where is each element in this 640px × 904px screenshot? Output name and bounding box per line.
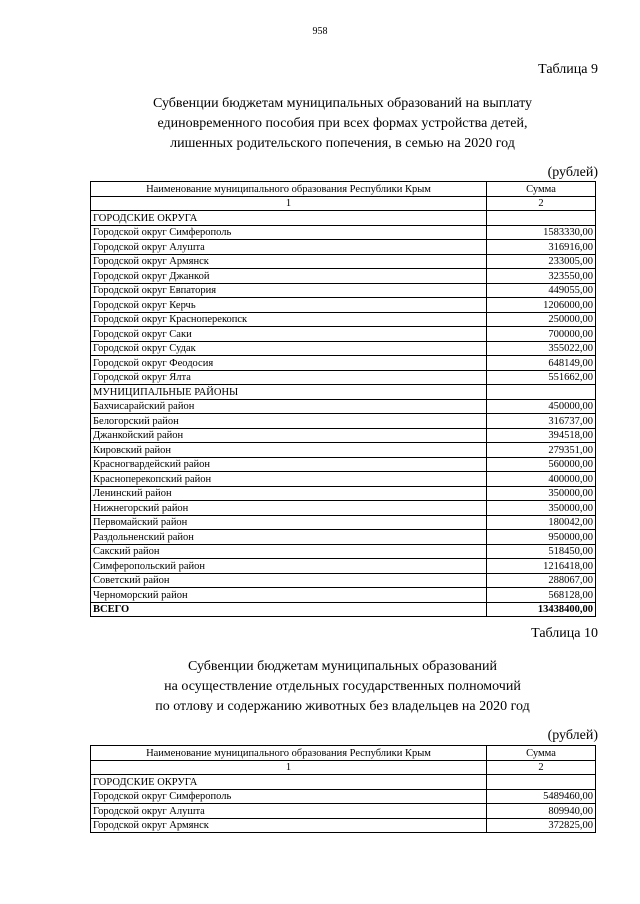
table-10-title-line: Субвенции бюджетам муниципальных образований — [187, 659, 498, 674]
row-value-cell: 648149,00 — [487, 356, 596, 371]
row-name-cell: Советский район — [91, 573, 487, 588]
header-sum-cell: Сумма — [487, 746, 596, 761]
header-name-cell: Наименование муниципального образования Республики Крым — [91, 182, 487, 197]
table-10-title — [90, 657, 595, 717]
table-row — [91, 428, 596, 443]
row-name-cell: Нижнегорский район — [91, 501, 487, 516]
row-value-cell: 250000,00 — [487, 312, 596, 327]
row-value-cell: 551662,00 — [487, 370, 596, 385]
row-name-cell: Городской округ Керчь — [91, 298, 487, 313]
column-number-row — [91, 196, 596, 211]
table-10-title-line: по отлову и содержанию животных без владельцев на 2020 год — [155, 699, 530, 714]
row-name-cell: ГОРОДСКИЕ ОКРУГА — [91, 211, 487, 226]
table-row — [91, 225, 596, 240]
column-number-2: 2 — [487, 760, 596, 775]
row-value-cell: 5489460,00 — [487, 789, 596, 804]
row-value-cell: 400000,00 — [487, 472, 596, 487]
row-value-cell: 450000,00 — [487, 399, 596, 414]
total-label-cell: ВСЕГО — [91, 602, 487, 617]
row-name-cell: Черноморский район — [91, 588, 487, 603]
table-row — [91, 298, 596, 313]
table-row — [91, 327, 596, 342]
row-value-cell — [487, 775, 596, 790]
table-10-caption: Таблица 10 — [531, 626, 598, 641]
row-name-cell: Городской округ Алушта — [91, 804, 487, 819]
column-number-1: 1 — [91, 196, 487, 211]
row-name-cell: Городской округ Симферополь — [91, 789, 487, 804]
table-row — [91, 414, 596, 429]
row-name-cell: ГОРОДСКИЕ ОКРУГА — [91, 775, 487, 790]
header-sum-cell: Сумма — [487, 182, 596, 197]
row-value-cell: 449055,00 — [487, 283, 596, 298]
row-value-cell: 355022,00 — [487, 341, 596, 356]
table-10-title-line: на осуществление отдельных государственных полномочий — [164, 679, 521, 694]
table-row — [91, 472, 596, 487]
row-value-cell — [487, 211, 596, 226]
table-row — [91, 588, 596, 603]
column-number-1: 1 — [91, 760, 487, 775]
table-header-row — [91, 182, 596, 197]
row-name-cell: Городской округ Армянск — [91, 254, 487, 269]
row-name-cell: Городской округ Саки — [91, 327, 487, 342]
table-row — [91, 501, 596, 516]
row-value-cell: 394518,00 — [487, 428, 596, 443]
table-row — [91, 240, 596, 255]
row-value-cell: 350000,00 — [487, 486, 596, 501]
row-name-cell: Бахчисарайский район — [91, 399, 487, 414]
row-value-cell: 560000,00 — [487, 457, 596, 472]
table-9-title-line: лишенных родительского попечения, в семью на 2020 год — [170, 136, 515, 151]
row-name-cell: Ленинский район — [91, 486, 487, 501]
table-row — [91, 385, 596, 400]
header-name-cell: Наименование муниципального образования Республики Крым — [91, 746, 487, 761]
total-row — [91, 602, 596, 617]
row-value-cell: 323550,00 — [487, 269, 596, 284]
row-value-cell: 568128,00 — [487, 588, 596, 603]
row-value-cell: 288067,00 — [487, 573, 596, 588]
row-name-cell: Городской округ Красноперекопск — [91, 312, 487, 327]
row-value-cell: 233005,00 — [487, 254, 596, 269]
table-row — [91, 399, 596, 414]
row-name-cell: Красноперекопский район — [91, 472, 487, 487]
table-row — [91, 356, 596, 371]
table-row — [91, 530, 596, 545]
table-row — [91, 804, 596, 819]
table-row — [91, 559, 596, 574]
table-row — [91, 341, 596, 356]
row-name-cell: Городской округ Ялта — [91, 370, 487, 385]
row-name-cell: Сакский район — [91, 544, 487, 559]
row-name-cell: Городской округ Симферополь — [91, 225, 487, 240]
row-name-cell: Городской округ Феодосия — [91, 356, 487, 371]
table-10-body — [91, 746, 596, 833]
row-name-cell: Городской округ Армянск — [91, 818, 487, 833]
table-row — [91, 457, 596, 472]
table-header-row — [91, 746, 596, 761]
table-row — [91, 283, 596, 298]
row-value-cell: 700000,00 — [487, 327, 596, 342]
table-row — [91, 515, 596, 530]
column-number-row — [91, 760, 596, 775]
row-value-cell: 316737,00 — [487, 414, 596, 429]
table-row — [91, 573, 596, 588]
row-value-cell: 518450,00 — [487, 544, 596, 559]
total-value-cell: 13438400,00 — [487, 602, 596, 617]
row-name-cell: Красногвардейский район — [91, 457, 487, 472]
table-9 — [90, 181, 596, 617]
row-value-cell — [487, 385, 596, 400]
row-name-cell: Первомайский район — [91, 515, 487, 530]
table-row — [91, 370, 596, 385]
table-row — [91, 544, 596, 559]
row-name-cell: Джанкойский район — [91, 428, 487, 443]
table-row — [91, 254, 596, 269]
table-9-title-line: единовременного пособия при всех формах устройства детей, — [157, 116, 528, 131]
table-10 — [90, 745, 596, 833]
table-9-units: (рублей) — [547, 165, 598, 180]
table-row — [91, 312, 596, 327]
row-value-cell: 180042,00 — [487, 515, 596, 530]
row-name-cell: Городской округ Алушта — [91, 240, 487, 255]
row-value-cell: 1206000,00 — [487, 298, 596, 313]
row-value-cell: 1216418,00 — [487, 559, 596, 574]
row-name-cell: Городской округ Евпатория — [91, 283, 487, 298]
row-value-cell: 1583330,00 — [487, 225, 596, 240]
row-value-cell: 809940,00 — [487, 804, 596, 819]
row-name-cell: Кировский район — [91, 443, 487, 458]
table-row — [91, 818, 596, 833]
table-9-title — [90, 94, 595, 154]
table-row — [91, 486, 596, 501]
row-name-cell: Городской округ Джанкой — [91, 269, 487, 284]
row-value-cell: 950000,00 — [487, 530, 596, 545]
row-name-cell: Раздольненский район — [91, 530, 487, 545]
table-row — [91, 211, 596, 226]
column-number-2: 2 — [487, 196, 596, 211]
row-name-cell: Городской округ Судак — [91, 341, 487, 356]
table-9-body — [91, 182, 596, 617]
table-row — [91, 775, 596, 790]
table-10-units: (рублей) — [547, 728, 598, 743]
row-value-cell: 279351,00 — [487, 443, 596, 458]
table-row — [91, 269, 596, 284]
table-9-caption: Таблица 9 — [538, 62, 598, 77]
table-row — [91, 789, 596, 804]
page-number: 958 — [312, 26, 328, 37]
table-9-title-line: Субвенции бюджетам муниципальных образований на выплату — [152, 96, 532, 111]
row-name-cell: Симферопольский район — [91, 559, 487, 574]
row-value-cell: 372825,00 — [487, 818, 596, 833]
row-value-cell: 350000,00 — [487, 501, 596, 516]
table-row — [91, 443, 596, 458]
row-value-cell: 316916,00 — [487, 240, 596, 255]
row-name-cell: Белогорский район — [91, 414, 487, 429]
row-name-cell: МУНИЦИПАЛЬНЫЕ РАЙОНЫ — [91, 385, 487, 400]
